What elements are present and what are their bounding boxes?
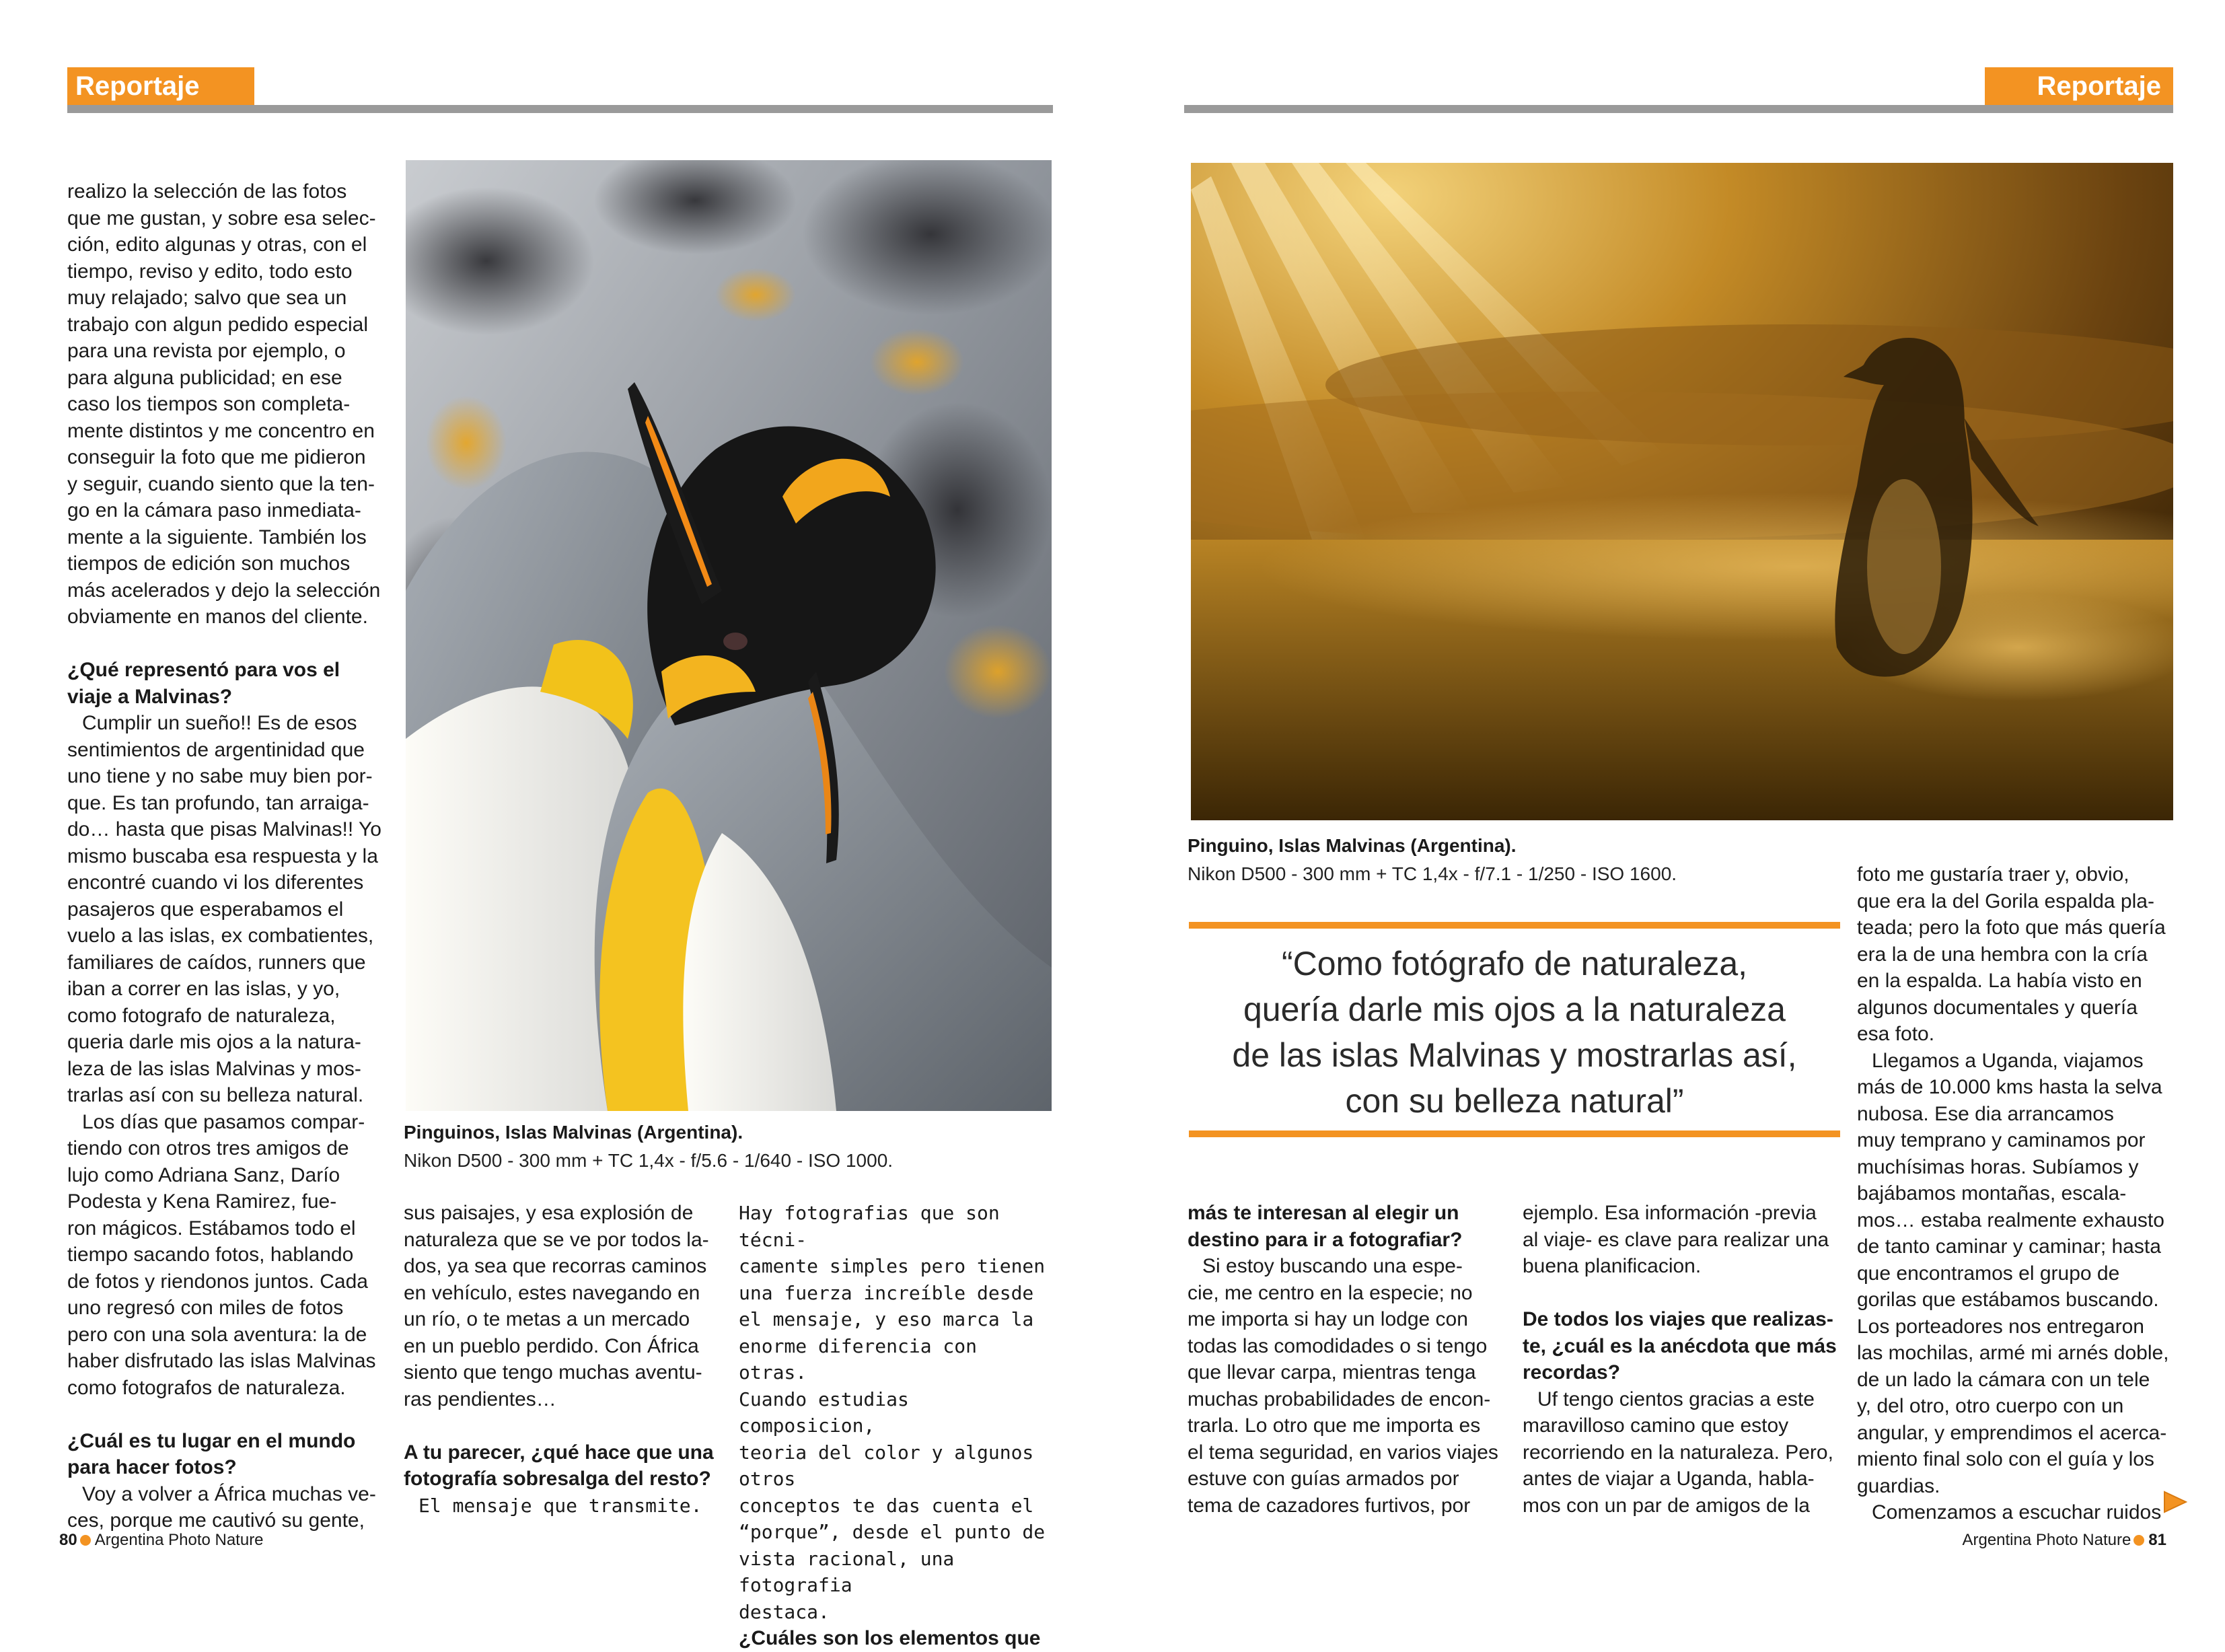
paragraph: Cumplir un sueño!! Es de esos sentimientos de argentinidad que uno tiene y no sabe muy bien por- que. Es tan profundo, tan arraiga- do… hasta que pisas Malvinas!! Yo mismo buscaba esa respuesta y la encontré cuando vi los diferentes pasajeros que esperabamos el vuelo a las islas, ex combatientes, familiares de caídos, runners que iban a correr en las islas, y yo, como fotografo de naturaleza, queria darle mis ojos a la natura- leza de las islas Malvinas y mos- trarlas así con su belleza natural. Los días que pasamos compar- tiendo con otros tres amigos de lujo como Adriana Sanz, Darío Podesta y Kena Ramirez, fue- ron mágicos. Estábamos todo el tiempo sacando fotos, hablando de fotos y riendonos juntos. Cada uno regresó con miles de fotos pero con una sola aventura: la de haber disfrutado las islas Malvinas como fotografos de naturaleza. <box>67 712 381 1399</box>
article-column-1 <box>67 178 390 1534</box>
paragraph: realizo la selección de las fotos que me gustan, y sobre esa selec- ción, edito algunas y otras, con el tiempo, reviso y edito, todo esto muy relajado; salvo que sea un trabajo con algun pedido especial para una revista por ejemplo, o para alguna publicidad; en ese caso los tiempos son completa- mente distintos y me concentro en conseguir la foto que me pidieron y seguir, cuando siento que la ten- go en la cámara paso inmediata- mente a la siguiente. También los tiempos de edición son muchos más acelerados y dejo la selección obviamente en manos del cliente. <box>67 180 381 628</box>
interview-question: De todos los viajes que realizas- te, ¿cuál es la anécdota que más recordas? <box>1523 1308 1837 1384</box>
interview-question: ¿Cuál es tu lugar en el mundo para hacer fotos? <box>67 1429 356 1478</box>
interview-question: ¿Qué representó para vos el viaje a Malvinas? <box>67 659 340 708</box>
paragraph: foto me gustaría traer y, obvio, que era la del Gorila espalda pla- teada; pero la foto que más quería era la de una hembra con la cría en la espalda. La había visto en algunos documentales y quería esa foto. <box>1857 863 2166 1045</box>
photo-caption-details: Nikon D500 - 300 mm + TC 1,4x - f/5.6 - 1/640 - ISO 1000. <box>404 1150 893 1171</box>
section-tag-left: Reportaje <box>67 67 254 105</box>
interview-question: más te interesan al elegir un destino para ir a fotografiar? <box>1188 1202 1463 1251</box>
footer-left <box>59 1530 264 1550</box>
quote-rule-bottom <box>1189 1130 1840 1137</box>
paragraph: Hay fotografias que son técni- camente simples pero tienen una fuerza increíble desde el mensaje, y eso marca la enorme diferencia con otras. Cuando estudias composicion, teoria del color y algunos otros conceptos te das cuenta el “porque”, desde el punto de vista racional, una fotografia destaca. <box>739 1202 1046 1623</box>
next-page-arrow-icon[interactable] <box>2163 1491 2187 1513</box>
page-number: 81 <box>2148 1531 2166 1549</box>
paragraph: Uf tengo cientos gracias a este maravilloso camino que estoy recorriendo en la naturaleza. Pero, antes de viajar a Uganda, habla- mos con un par de amigos de la <box>1523 1388 1833 1517</box>
interview-question: ¿Cuáles son los elementos que <box>739 1627 1041 1649</box>
page-number: 80 <box>59 1531 77 1549</box>
paragraph: sus paisajes, y esa explosión de naturaleza que se ve por todos la- dos, ya sea que recorras caminos en vehículo, estes navegando en un río, o te metas a un mercado en un pueblo perdido. Con África siento que tengo muchas aventu- ras pendientes… <box>404 1202 709 1410</box>
paragraph: El mensaje que transmite. <box>418 1494 702 1517</box>
paragraph: Voy a volver a África muchas ve- ces, porque me cautivó su gente, <box>67 1482 376 1532</box>
header-rule-left <box>67 105 1053 113</box>
photo-caption-title: Pinguinos, Islas Malvinas (Argentina). <box>404 1122 743 1143</box>
photo-caption-title: Pinguino, Islas Malvinas (Argentina). <box>1188 835 1517 856</box>
quote-rule-top <box>1189 922 1840 929</box>
article-column-2 <box>404 1200 720 1519</box>
pull-quote: “Como fotógrafo de naturaleza, quería darle mis ojos a la naturaleza de las islas Malvinas y mostrarlas así, con su belleza natural” <box>1232 945 1797 1120</box>
photo-caption-details: Nikon D500 - 300 mm + TC 1,4x - f/7.1 - 1/250 - ISO 1600. <box>1188 863 1677 884</box>
header-rule-right <box>1184 105 2173 113</box>
article-column-3 <box>739 1200 1055 1652</box>
paragraph: Llegamos a Uganda, viajamos más de 10.000 kms hasta la selva nubosa. Ese dia arrancamos muy temprano y caminamos por muchísimas horas. Subíamos y bajábamos montañas, escala- mos… estaba realmente exhausto de tanto caminar y caminar; hasta que encontramos el grupo de gorilas que estábamos buscando. Los porteadores nos entregaron las mochilas, armé mi arnés doble, de un lado la cámara con un tele y, del otro, otro cuerpo con un angular, y emprendimos el acerca- miento final solo con el guía y los guardias. Comenzamos a escuchar ruidos <box>1857 1049 2169 1523</box>
paragraph: Si estoy buscando una espe- cie, me centro en la especie; no me importa si hay un lodge con todas las comodidades o si tengo que llevar carpa, mientras tenga muchas probabilidades de encon- trarla. Lo otro que me importa es el tema seguridad, en varios viajes estuve con guías armados por tema de cazadores furtivos, por <box>1188 1255 1498 1517</box>
king-penguins-photo <box>406 160 1052 1111</box>
article-column-4 <box>1188 1200 1510 1519</box>
interview-question: A tu parecer, ¿qué hace que una fotografía sobresalga del resto? <box>404 1441 714 1490</box>
magazine-name: Argentina Photo Nature <box>94 1531 264 1549</box>
footer-right <box>1951 1530 2166 1550</box>
page-dot-icon <box>80 1535 91 1546</box>
article-column-5 <box>1523 1200 1846 1519</box>
paragraph: ejemplo. Esa información -previa al viaje- es clave para realizar una buena planificacion. <box>1523 1202 1829 1277</box>
article-column-6 <box>1857 861 2173 1526</box>
magazine-name: Argentina Photo Nature <box>1962 1531 2131 1549</box>
page-dot-icon <box>2133 1535 2144 1546</box>
golden-penguin-photo <box>1191 163 2173 820</box>
section-tag-right: Reportaje <box>1985 67 2173 105</box>
